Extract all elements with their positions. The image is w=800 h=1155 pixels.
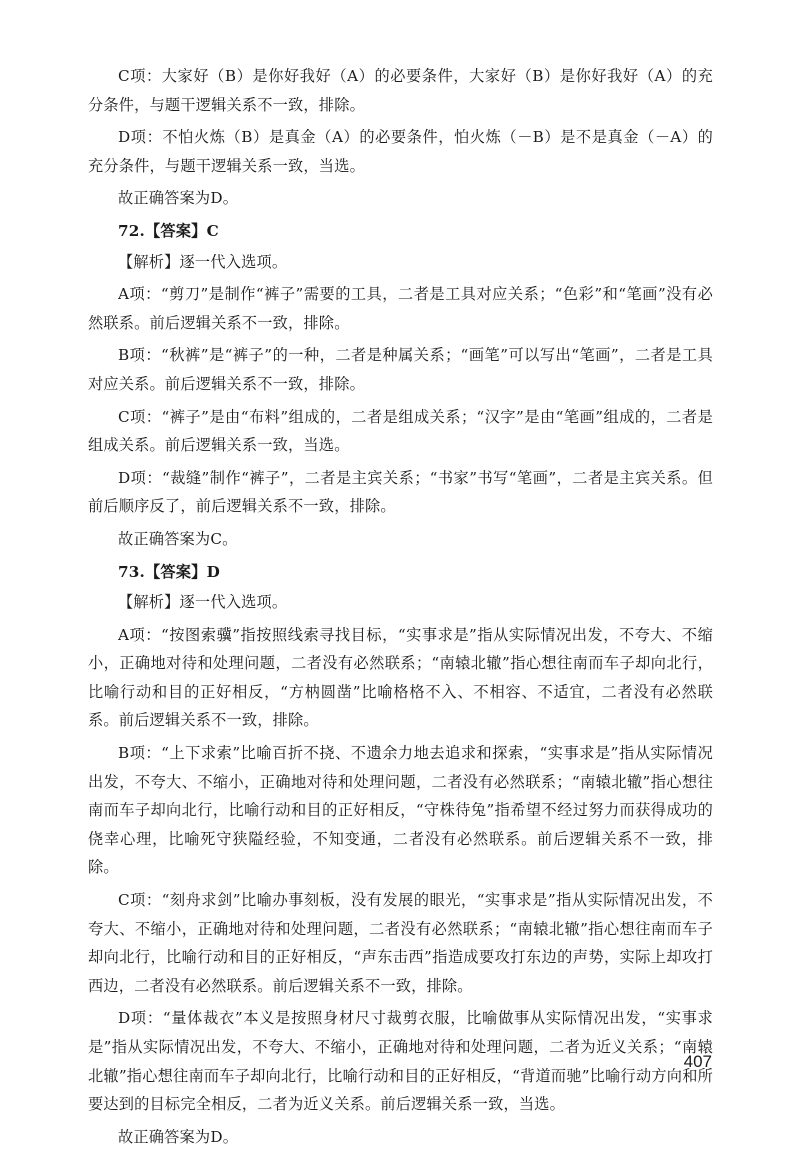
paragraph-option-c-q72: C项：“裤子”是由“布料”组成的，二者是组成关系；“汉字”是由“笔画”组成的，二者是组成关系。前后逻辑关系一致，当选。 <box>88 407 713 455</box>
paragraph-option-a-q72: A项：“剪刀”是制作“裤子”需要的工具，二者是工具对应关系；“色彩”和“笔画”没有必然联系。前后逻辑关系不一致，排除。 <box>88 285 713 332</box>
paragraph-option-c-q71: C项：大家好（B）是你好我好（A）的必要条件，大家好（B）是你好我好（A）的充分条件，与题干逻辑关系不一致，排除。 <box>88 67 713 114</box>
paragraph-option-c-q73: C项：“刻舟求剑”比喻办事刻板，没有发展的眼光，“实事求是”指从实际情况出发，不夸大、不缩小，正确地对待和处理问题，二者没有必然联系；“南辕北辙”指心想往南而车子却向北行，比喻行动和目的正好相反，“声东击西”指造成要攻打东边的声势，实际上却攻打西边，二者没有必然联系。前后逻辑关系不一致，排除。 <box>88 891 713 995</box>
page-number: 407 <box>683 1052 712 1071</box>
paragraph-conclusion-q72: 故正确答案为C。 <box>118 529 238 548</box>
answer-heading-q72: 72.【答案】C <box>118 221 219 240</box>
paragraph-conclusion-q73: 故正确答案为D。 <box>118 1127 239 1146</box>
paragraph-option-d-q72: D项：“裁缝”制作“裤子”，二者是主宾关系；“书家”书写“笔画”，二者是主宾关系。但前后顺序反了，前后逻辑关系不一致，排除。 <box>88 468 713 516</box>
paragraph-option-b-q72: B项：“秋裤”是“裤子”的一种，二者是种属关系；“画笔”可以写出“笔画”，二者是工具对应关系。前后逻辑关系不一致，排除。 <box>88 346 713 393</box>
document-page <box>88 62 713 1155</box>
paragraph-conclusion-q71: 故正确答案为D。 <box>118 189 239 208</box>
paragraph-option-d-q71: D项：不怕火炼（B）是真金（A）的必要条件，怕火炼（－B）是不是真金（－A）的充分条件，与题干逻辑关系一致，当选。 <box>88 128 713 175</box>
paragraph-option-a-q73: A项：“按图索骥”指按照线索寻找目标，“实事求是”指从实际情况出发，不夸大、不缩小，正确地对待和处理问题，二者没有必然联系；“南辕北辙”指心想往南而车子却向北行，比喻行动和目的正好相反，“方枘圆凿”比喻格格不入、不相容、不适宜，二者没有必然联系。前后逻辑关系不一致，排除。 <box>88 625 713 730</box>
paragraph-option-d-q73: D项：“量体裁衣”本义是按照身材尺寸裁剪衣服，比喻做事从实际情况出发，“实事求是”指从实际情况出发，不夸大、不缩小，正确地对待和处理问题，二者为近义关系；“南辕北辙”指心想往南而车子却向北行，比喻行动和目的正好相反，“背道而驰”比喻行动方向和所要达到的目标完全相反，二者为近义关系。前后逻辑关系一致，当选。 <box>88 1009 713 1114</box>
answer-heading-q73: 73.【答案】D <box>118 562 220 581</box>
analysis-heading-q72: 【解析】逐一代入选项。 <box>118 252 288 271</box>
analysis-heading-q73: 【解析】逐一代入选项。 <box>118 593 288 612</box>
paragraph-option-b-q73: B项：“上下求索”比喻百折不挠、不遗余力地去追求和探索，“实事求是”指从实际情况出发，不夸大、不缩小，正确地对待和处理问题，二者没有必然联系；“南辕北辙”指心想往南而车子却向北行，比喻行动和目的正好相反，“守株待兔”指希望不经过努力而获得成功的侥幸心理，比喻死守狭隘经验，不知变通，二者没有必然联系。前后逻辑关系不一致，排除。 <box>88 744 713 877</box>
